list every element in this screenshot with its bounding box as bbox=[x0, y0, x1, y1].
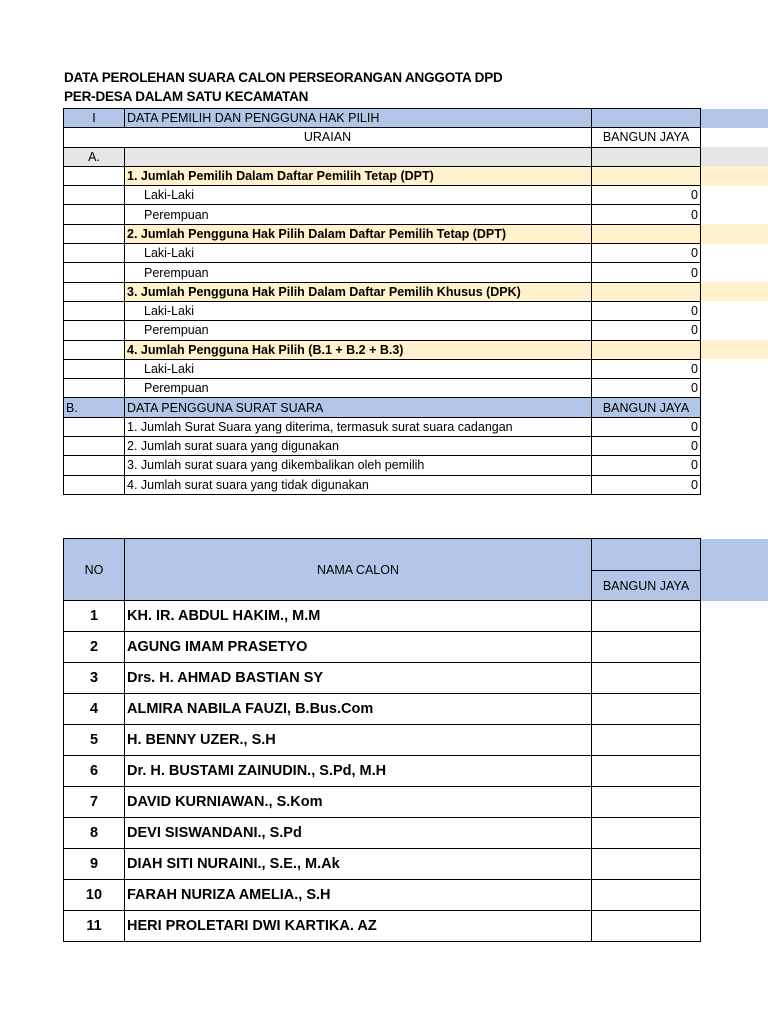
female-count: 0 bbox=[592, 263, 701, 282]
female-label: Perempuan bbox=[125, 263, 592, 282]
row-extension bbox=[701, 818, 768, 849]
group-title-row bbox=[64, 224, 768, 243]
female-count: 0 bbox=[592, 379, 701, 398]
no-header: NO bbox=[64, 539, 125, 601]
candidate-row bbox=[64, 911, 768, 942]
ballot-item-row bbox=[64, 456, 768, 475]
male-count: 0 bbox=[592, 359, 701, 378]
row-extension bbox=[701, 911, 768, 942]
row-extension bbox=[701, 244, 768, 263]
candidate-row bbox=[64, 787, 768, 818]
female-count: 0 bbox=[592, 321, 701, 340]
group-title: 1. Jumlah Pemilih Dalam Daftar Pemilih Tetap (DPT) bbox=[125, 166, 592, 185]
row-extension bbox=[701, 437, 768, 456]
candidate-vote-cell bbox=[592, 632, 701, 663]
nama-calon-header: NAMA CALON bbox=[125, 539, 592, 601]
row-extension bbox=[701, 475, 768, 494]
group-title-row bbox=[64, 340, 768, 359]
group-title-extension bbox=[701, 166, 768, 185]
candidate-row bbox=[64, 694, 768, 725]
candidate-name: HERI PROLETARI DWI KARTIKA. AZ bbox=[125, 911, 592, 942]
female-row bbox=[64, 205, 768, 224]
female-row bbox=[64, 379, 768, 398]
uraian-header: URAIAN bbox=[64, 128, 592, 147]
row-extension bbox=[701, 632, 768, 663]
candidate-number: 8 bbox=[64, 818, 125, 849]
candidate-name: H. BENNY UZER., S.H bbox=[125, 725, 592, 756]
ballot-item-row bbox=[64, 437, 768, 456]
row-extension bbox=[701, 301, 768, 320]
section-a-groups bbox=[64, 166, 768, 398]
male-count: 0 bbox=[592, 301, 701, 320]
row-number-cell bbox=[64, 379, 125, 398]
row-number-cell bbox=[64, 321, 125, 340]
candidate-vote-cell bbox=[592, 756, 701, 787]
group-title-row bbox=[64, 282, 768, 301]
candidate-vote-cell bbox=[592, 601, 701, 632]
row-extension bbox=[701, 417, 768, 436]
ballot-item-row bbox=[64, 475, 768, 494]
section-i-extension bbox=[701, 109, 768, 128]
group-title-extension bbox=[701, 224, 768, 243]
male-row bbox=[64, 244, 768, 263]
row-extension bbox=[701, 379, 768, 398]
candidate-name: Dr. H. BUSTAMI ZAINUDIN., S.Pd, M.H bbox=[125, 756, 592, 787]
candidate-row bbox=[64, 632, 768, 663]
candidate-number: 11 bbox=[64, 911, 125, 942]
section-b-number: B. bbox=[64, 398, 125, 417]
section-i-row bbox=[64, 109, 768, 128]
group-number-cell bbox=[64, 340, 125, 359]
row-extension bbox=[701, 186, 768, 205]
row-extension bbox=[701, 663, 768, 694]
row-number-cell bbox=[64, 301, 125, 320]
row-extension bbox=[701, 321, 768, 340]
female-count: 0 bbox=[592, 205, 701, 224]
row-extension bbox=[701, 880, 768, 911]
candidate-number: 5 bbox=[64, 725, 125, 756]
ballot-item-value: 0 bbox=[592, 475, 701, 494]
candidate-row bbox=[64, 601, 768, 632]
row-extension bbox=[701, 725, 768, 756]
ballot-item-value: 0 bbox=[592, 456, 701, 475]
group-title-blank bbox=[592, 166, 701, 185]
candidate-number: 3 bbox=[64, 663, 125, 694]
document-title: DATA PEROLEHAN SUARA CALON PERSEORANGAN ANGGOTA DPD bbox=[64, 70, 503, 85]
ballot-item-label: 4. Jumlah surat suara yang tidak digunakan bbox=[125, 475, 592, 494]
section-a-number: A. bbox=[64, 147, 125, 166]
candidate-number: 7 bbox=[64, 787, 125, 818]
row-extension bbox=[701, 694, 768, 725]
row-extension bbox=[701, 456, 768, 475]
header-row bbox=[64, 128, 768, 147]
group-title-extension bbox=[701, 340, 768, 359]
candidate-name: KH. IR. ABDUL HAKIM., M.M bbox=[125, 601, 592, 632]
male-label: Laki-Laki bbox=[125, 359, 592, 378]
group-title-blank bbox=[592, 224, 701, 243]
male-row bbox=[64, 186, 768, 205]
row-number-cell bbox=[64, 417, 125, 436]
candidate-name: ALMIRA NABILA FAUZI, B.Bus.Com bbox=[125, 694, 592, 725]
male-label: Laki-Laki bbox=[125, 301, 592, 320]
male-label: Laki-Laki bbox=[125, 186, 592, 205]
group-title: 3. Jumlah Pengguna Hak Pilih Dalam Daftar Pemilih Khusus (DPK) bbox=[125, 282, 592, 301]
male-label: Laki-Laki bbox=[125, 244, 592, 263]
female-label: Perempuan bbox=[125, 205, 592, 224]
group-title-extension bbox=[701, 282, 768, 301]
candidate-row bbox=[64, 880, 768, 911]
group-number-cell bbox=[64, 166, 125, 185]
group-title: 4. Jumlah Pengguna Hak Pilih (B.1 + B.2 + B.3) bbox=[125, 340, 592, 359]
candidate-table bbox=[63, 538, 768, 942]
candidate-row bbox=[64, 725, 768, 756]
ballot-item-label: 1. Jumlah Surat Suara yang diterima, termasuk surat suara cadangan bbox=[125, 417, 592, 436]
candidate-number: 9 bbox=[64, 849, 125, 880]
section-i-blank bbox=[592, 109, 701, 128]
candidate-number: 2 bbox=[64, 632, 125, 663]
group-number-cell bbox=[64, 224, 125, 243]
row-number-cell bbox=[64, 244, 125, 263]
row-number-cell bbox=[64, 263, 125, 282]
voter-data-table bbox=[63, 108, 768, 495]
candidate-row bbox=[64, 849, 768, 880]
ballot-item-value: 0 bbox=[592, 417, 701, 436]
row-extension bbox=[701, 205, 768, 224]
row-extension bbox=[701, 263, 768, 282]
group-title-row bbox=[64, 166, 768, 185]
candidate-row bbox=[64, 818, 768, 849]
group-title-blank bbox=[592, 340, 701, 359]
row-number-cell bbox=[64, 205, 125, 224]
candidate-vote-cell bbox=[592, 787, 701, 818]
row-number-cell bbox=[64, 359, 125, 378]
male-row bbox=[64, 301, 768, 320]
row-extension bbox=[701, 787, 768, 818]
document-subtitle: PER-DESA DALAM SATU KECAMATAN bbox=[64, 89, 309, 104]
row-number-cell bbox=[64, 475, 125, 494]
section-i-label: DATA PEMILIH DAN PENGGUNA HAK PILIH bbox=[125, 109, 592, 128]
female-row bbox=[64, 321, 768, 340]
village-header: BANGUN JAYA bbox=[592, 128, 701, 147]
candidate-number: 10 bbox=[64, 880, 125, 911]
row-number-cell bbox=[64, 437, 125, 456]
candidate-vote-cell bbox=[592, 849, 701, 880]
ballot-item-value: 0 bbox=[592, 437, 701, 456]
candidate-number: 6 bbox=[64, 756, 125, 787]
group-title-blank bbox=[592, 282, 701, 301]
candidate-name: DAVID KURNIAWAN., S.Kom bbox=[125, 787, 592, 818]
candidate-name: DIAH SITI NURAINI., S.E., M.Ak bbox=[125, 849, 592, 880]
candidate-vote-cell bbox=[592, 880, 701, 911]
candidate-vote-cell bbox=[592, 725, 701, 756]
section-b-row bbox=[64, 398, 768, 417]
candidate-row bbox=[64, 756, 768, 787]
row-number-cell bbox=[64, 186, 125, 205]
candidate-number: 4 bbox=[64, 694, 125, 725]
male-count: 0 bbox=[592, 186, 701, 205]
ballot-item-row bbox=[64, 417, 768, 436]
female-row bbox=[64, 263, 768, 282]
section-b-village-header: BANGUN JAYA bbox=[592, 398, 701, 417]
candidate-header-row bbox=[64, 539, 768, 571]
group-number-cell bbox=[64, 282, 125, 301]
female-label: Perempuan bbox=[125, 321, 592, 340]
male-row bbox=[64, 359, 768, 378]
candidate-vote-cell bbox=[592, 694, 701, 725]
candidate-rows bbox=[64, 601, 768, 942]
section-i-number: I bbox=[64, 109, 125, 128]
row-extension bbox=[701, 756, 768, 787]
candidate-vote-cell bbox=[592, 818, 701, 849]
group-title: 2. Jumlah Pengguna Hak Pilih Dalam Daftar Pemilih Tetap (DPT) bbox=[125, 224, 592, 243]
row-extension bbox=[701, 601, 768, 632]
candidate-name: Drs. H. AHMAD BASTIAN SY bbox=[125, 663, 592, 694]
ballot-item-label: 2. Jumlah surat suara yang digunakan bbox=[125, 437, 592, 456]
candidate-name: FARAH NURIZA AMELIA., S.H bbox=[125, 880, 592, 911]
female-label: Perempuan bbox=[125, 379, 592, 398]
section-b-items bbox=[64, 417, 768, 494]
row-extension bbox=[701, 359, 768, 378]
candidate-village-header: BANGUN JAYA bbox=[592, 571, 701, 601]
candidate-name: AGUNG IMAM PRASETYO bbox=[125, 632, 592, 663]
row-number-cell bbox=[64, 456, 125, 475]
male-count: 0 bbox=[592, 244, 701, 263]
candidate-row bbox=[64, 663, 768, 694]
candidate-vote-cell bbox=[592, 911, 701, 942]
section-a-row bbox=[64, 147, 768, 166]
candidate-name: DEVI SISWANDANI., S.Pd bbox=[125, 818, 592, 849]
section-b-label: DATA PENGGUNA SURAT SUARA bbox=[125, 398, 592, 417]
candidate-number: 1 bbox=[64, 601, 125, 632]
candidate-vote-cell bbox=[592, 663, 701, 694]
ballot-item-label: 3. Jumlah surat suara yang dikembalikan oleh pemilih bbox=[125, 456, 592, 475]
row-extension bbox=[701, 849, 768, 880]
